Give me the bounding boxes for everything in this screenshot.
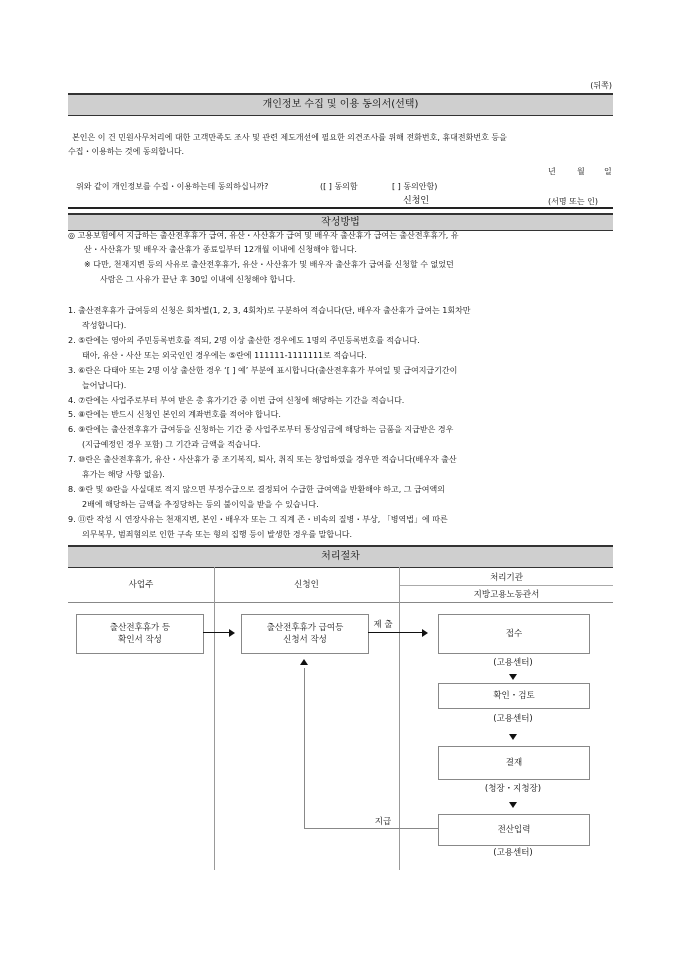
submit-label: 제 출	[373, 620, 393, 630]
applicant-application-box	[241, 614, 369, 654]
date-month: 월	[577, 167, 585, 176]
step-entry-box	[438, 814, 590, 846]
col-agency-sub: 지방고용노동관서	[473, 590, 540, 600]
method-item-line: 태아, 유산・사산 또는 외국인인 경우에는 ⑤란에 111111-1111111로 적습니다.	[82, 351, 367, 360]
col-agency: 처리기관	[490, 573, 523, 583]
col-applicant: 신청인	[294, 580, 319, 590]
method-item-line: 늘어납니다).	[82, 381, 127, 390]
method-intro-2: 산・사산휴가 및 배우자 출산휴가 종료일부터 12개월 이내에 신청해야 합니다.	[84, 245, 357, 254]
step-receipt-label: 접수	[505, 629, 523, 639]
arrow-employer-applicant-line	[203, 632, 229, 633]
step-review-org: (고용센터)	[493, 714, 533, 724]
consent-title: 개인정보 수집 및 이용 동의서(선택)	[262, 99, 419, 110]
sign-note: (서명 또는 인)	[548, 197, 598, 206]
method-title: 작성방법	[321, 217, 360, 228]
method-item-line: 의무복무, 범죄혐의로 인한 구속 또는 형의 집행 등이 발생한 경우를 말합니다.	[82, 530, 353, 539]
method-item-line: 2배에 해당하는 금액을 추징당하는 등의 불이익을 받을 수 있습니다.	[82, 500, 319, 509]
method-intro-3: ※ 다만, 천재지변 등의 사유로 출산전후휴가, 유산・사산휴가 및 배우자 출산휴가 급여를 신청할 수 없었던	[84, 260, 454, 269]
method-item-line: 2. ⑤란에는 영아의 주민등록번호를 적되, 2명 이상 출산한 경우에도 1명의 주민등록번호를 적습니다.	[68, 336, 420, 345]
step-review-box	[438, 683, 590, 709]
pay-arrow-head	[300, 659, 308, 665]
arrow-employer-applicant-head	[229, 629, 235, 637]
method-item-line: 5. ⑧란에는 반드시 신청인 본인의 계좌번호를 적어야 합니다.	[68, 410, 281, 419]
process-title: 처리절차	[321, 551, 360, 562]
consent-body-line2: 수집・이용하는 것에 동의합니다.	[68, 147, 185, 156]
agree-checkbox[interactable]: ([ ] 동의함	[320, 182, 358, 191]
employer-box-line2: 확인서 작성	[118, 635, 162, 645]
method-item-line: 1. 출산전후휴가 급여등의 신청은 회차별(1, 2, 3, 4회차)로 구분하여 적습니다(단, 배우자 출산휴가 급여는 1회차만	[68, 306, 471, 315]
step-approval-box	[438, 746, 590, 780]
method-item-line: (지급예정인 경우 포함) 그 기간과 금액을 적습니다.	[82, 440, 261, 449]
step-approval-label: 결재	[505, 758, 523, 768]
pay-line-vertical	[304, 668, 305, 829]
method-intro-4: 사람은 그 사유가 끝난 후 30일 이내에 신청해야 합니다.	[100, 275, 296, 284]
applicant-box-line2: 신청서 작성	[283, 635, 327, 645]
method-intro-1: ◎ 고용보험에서 지급하는 출산전후휴가 급여, 유산・사산휴가 급여 및 배우자 출산휴가 급여는 출산전후휴가, 유	[68, 231, 459, 240]
method-item-line: 8. ⑨란 및 ⑩란을 사실대로 적지 않으면 부정수급으로 결정되어 수급한 급여액을 반환해야 하고, 그 급여액의	[68, 485, 445, 494]
method-item-line: 7. ⑩란은 출산전후휴가, 유산・사산휴가 중 조기복직, 퇴사, 취직 또는 창업하였을 경우만 적습니다(배우자 출산	[68, 455, 457, 464]
date-year: 년	[548, 167, 556, 176]
agency-header-divider	[400, 585, 613, 586]
step-receipt-box	[438, 614, 590, 654]
step-approval-org: (청장・지청장)	[484, 784, 542, 794]
applicant-box-line1: 출산전후휴가 급여등	[266, 623, 344, 633]
step-entry-org: (고용센터)	[493, 848, 533, 858]
disagree-checkbox[interactable]: [ ] 동의안함)	[392, 182, 438, 191]
arrow-down-3	[509, 802, 517, 808]
employer-box-line1: 출산전후휴가 등	[109, 623, 171, 633]
method-item-line: 4. ⑦란에는 사업주로부터 부여 받은 총 휴가기간 중 이번 급여 신청에 해당하는 기간을 적습니다.	[68, 396, 405, 405]
method-item-line: 9. ⑪란 작성 시 연장사유는 천재지변, 본인・배우자 또는 그 직계 존・비속의 질병・부상, 「병역법」에 따른	[68, 515, 448, 524]
step-entry-label: 전산입력	[497, 825, 531, 835]
step-review-label: 확인・검토	[493, 691, 535, 701]
page-side-label: (뒤쪽)	[590, 81, 612, 90]
pay-line-horizontal	[304, 828, 438, 829]
col-employer: 사업주	[128, 580, 154, 590]
consent-title-band	[68, 93, 613, 116]
method-item-line: 3. ⑥란은 다태아 또는 2명 이상 출산한 경우 ‘[ ] 예’ 부분에 표시합니다(출산전후휴가 부여일 및 급여지급기간이	[68, 366, 458, 375]
process-col-divider-1	[214, 567, 215, 870]
signer-label: 신청인	[403, 196, 430, 206]
arrow-submit-line	[368, 632, 422, 633]
arrow-down-1	[509, 674, 517, 680]
step-receipt-org: (고용센터)	[493, 658, 533, 668]
process-title-band	[68, 545, 613, 568]
method-item-line: 작성합니다).	[82, 321, 127, 330]
consent-question: 위와 같이 개인정보를 수집・이용하는데 동의하십니까?	[76, 182, 269, 191]
consent-body-line1: 본인은 이 건 민원사무처리에 대한 고객만족도 조사 및 관련 제도개선에 필요한 의견조사를 위해 전화번호, 휴대전화번호 등을	[72, 133, 507, 142]
arrow-down-2	[509, 734, 517, 740]
method-title-band	[68, 213, 613, 231]
process-col-divider-2	[399, 567, 400, 870]
date-day: 일	[604, 167, 612, 176]
method-item-line: 휴가는 해당 사항 없음).	[82, 470, 165, 479]
consent-bottom-rule	[68, 207, 613, 209]
method-item-line: 6. ⑨란에는 출산전후휴가 급여등을 신청하는 기간 중 사업주로부터 통상임금에 해당하는 금품을 지급받은 경우	[68, 425, 454, 434]
pay-label: 지급	[374, 817, 392, 827]
arrow-submit-head	[422, 629, 428, 637]
process-header-rule	[68, 602, 613, 603]
employer-confirmation-box	[76, 614, 204, 654]
